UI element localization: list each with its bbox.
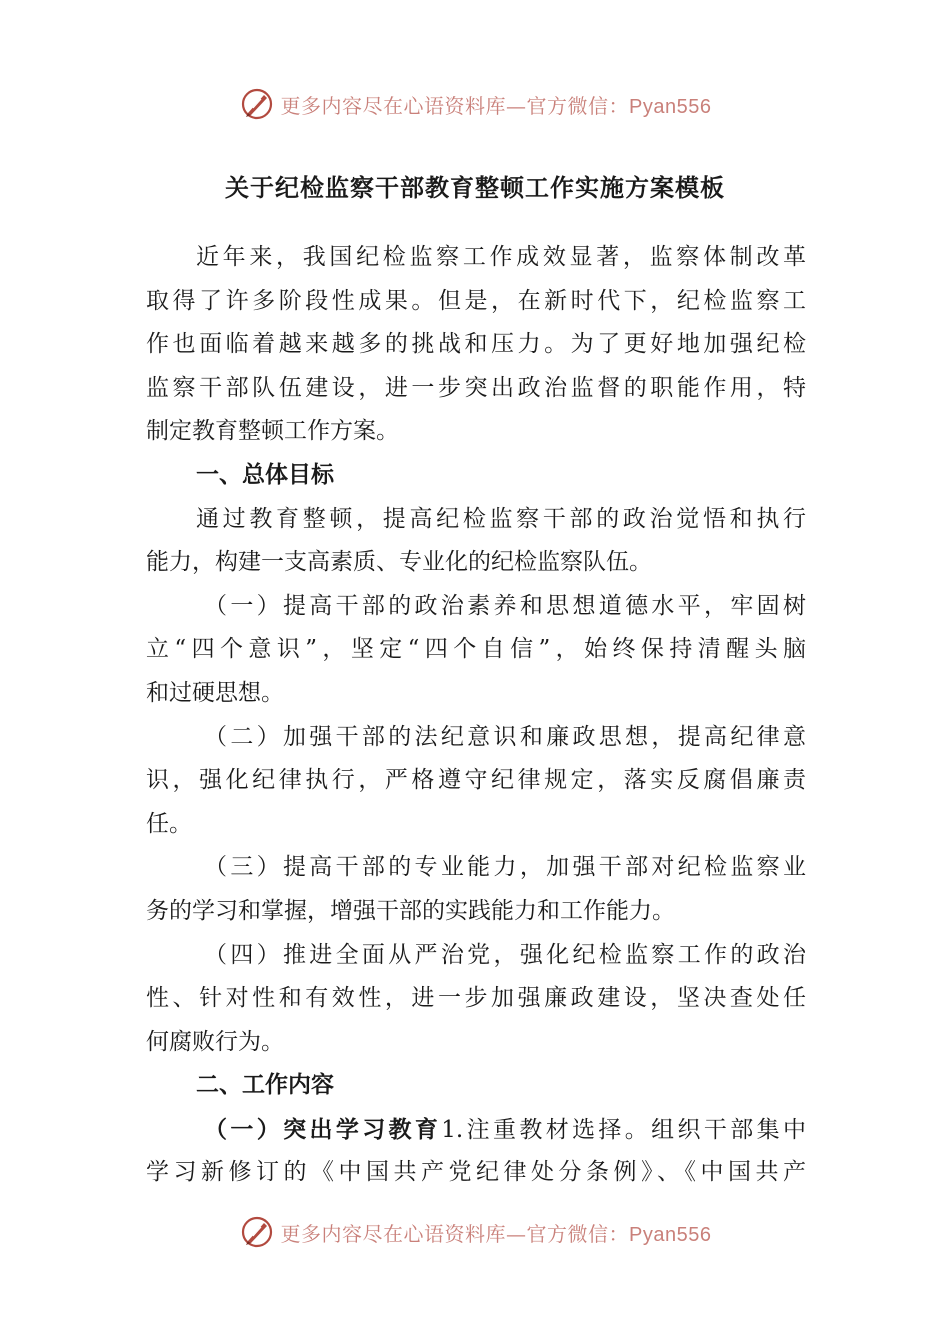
intro-line: 作也面临着越来越多的挑战和压力。为了更好地加强纪检 [146, 331, 806, 358]
intro-line: 监察干部队伍建设，进一步突出政治监督的职能作用，特 [146, 374, 806, 401]
goal-item-4-line: 性、针对性和有效性，进一步加强廉政建设，坚决查处任 [146, 985, 806, 1012]
footer-watermark-banner [0, 1212, 950, 1252]
goal-item-4-line: （四）推进全面从严治党，强化纪检监察工作的政治 [204, 941, 806, 968]
goal-line: 能力，构建一支高素质、专业化的纪检监察队伍。 [146, 549, 652, 576]
quill-pen-logo-icon [239, 86, 275, 122]
goal-item-1-line: 立“四个意识”，坚定“四个自信”，始终保持清醒头脑 [146, 636, 806, 663]
goal-item-1-line: 和过硬思想。 [146, 679, 284, 706]
subsection-heading-study: （一）突出学习教育 [204, 1115, 442, 1143]
goal-line: 通过教育整顿，提高纪检监察干部的政治觉悟和执行 [196, 505, 806, 532]
goal-item-1-line: （一）提高干部的政治素养和思想道德水平，牢固树 [204, 592, 806, 619]
work-item-1-line [146, 1108, 806, 1152]
header-watermark-banner [0, 84, 950, 124]
intro-line: 制定教育整顿工作方案。 [146, 418, 399, 445]
wechat-id: Pyan556 [629, 1223, 712, 1246]
section-heading-overall-goal: 一、总体目标 [196, 461, 334, 488]
wechat-id: Pyan556 [629, 95, 712, 118]
section-heading-work-content: 二、工作内容 [196, 1072, 334, 1099]
goal-item-2-line: （二）加强干部的法纪意识和廉政思想，提高纪律意 [204, 723, 806, 750]
intro-line: 近年来，我国纪检监察工作成效显著，监察体制改革 [196, 244, 806, 270]
goal-item-4-line: 何腐败行为。 [146, 1028, 284, 1055]
goal-item-3-line: （三）提高干部的专业能力，加强干部对纪检监察业 [204, 854, 806, 881]
goal-item-2-line: 任。 [146, 810, 192, 837]
document-title: 关于纪检监察干部教育整顿工作实施方案模板 [225, 173, 725, 202]
work-item-1-line: 学习新修订的《中国共产党纪律处分条例》、《中国共产 [146, 1159, 806, 1186]
quill-pen-logo-icon [239, 1214, 275, 1250]
intro-line: 取得了许多阶段性成果。但是，在新时代下，纪检监察工 [146, 287, 806, 314]
watermark-text: 更多内容尽在心语资料库—官方微信： [280, 1221, 630, 1246]
watermark-text: 更多内容尽在心语资料库—官方微信： [280, 93, 630, 118]
subsection-text: 1.注重教材选择。组织干部集中 [441, 1116, 806, 1143]
goal-item-3-line: 务的学习和掌握，增强干部的实践能力和工作能力。 [146, 897, 675, 924]
goal-item-2-line: 识，强化纪律执行，严格遵守纪律规定，落实反腐倡廉责 [146, 767, 806, 794]
document-body [146, 236, 806, 1195]
